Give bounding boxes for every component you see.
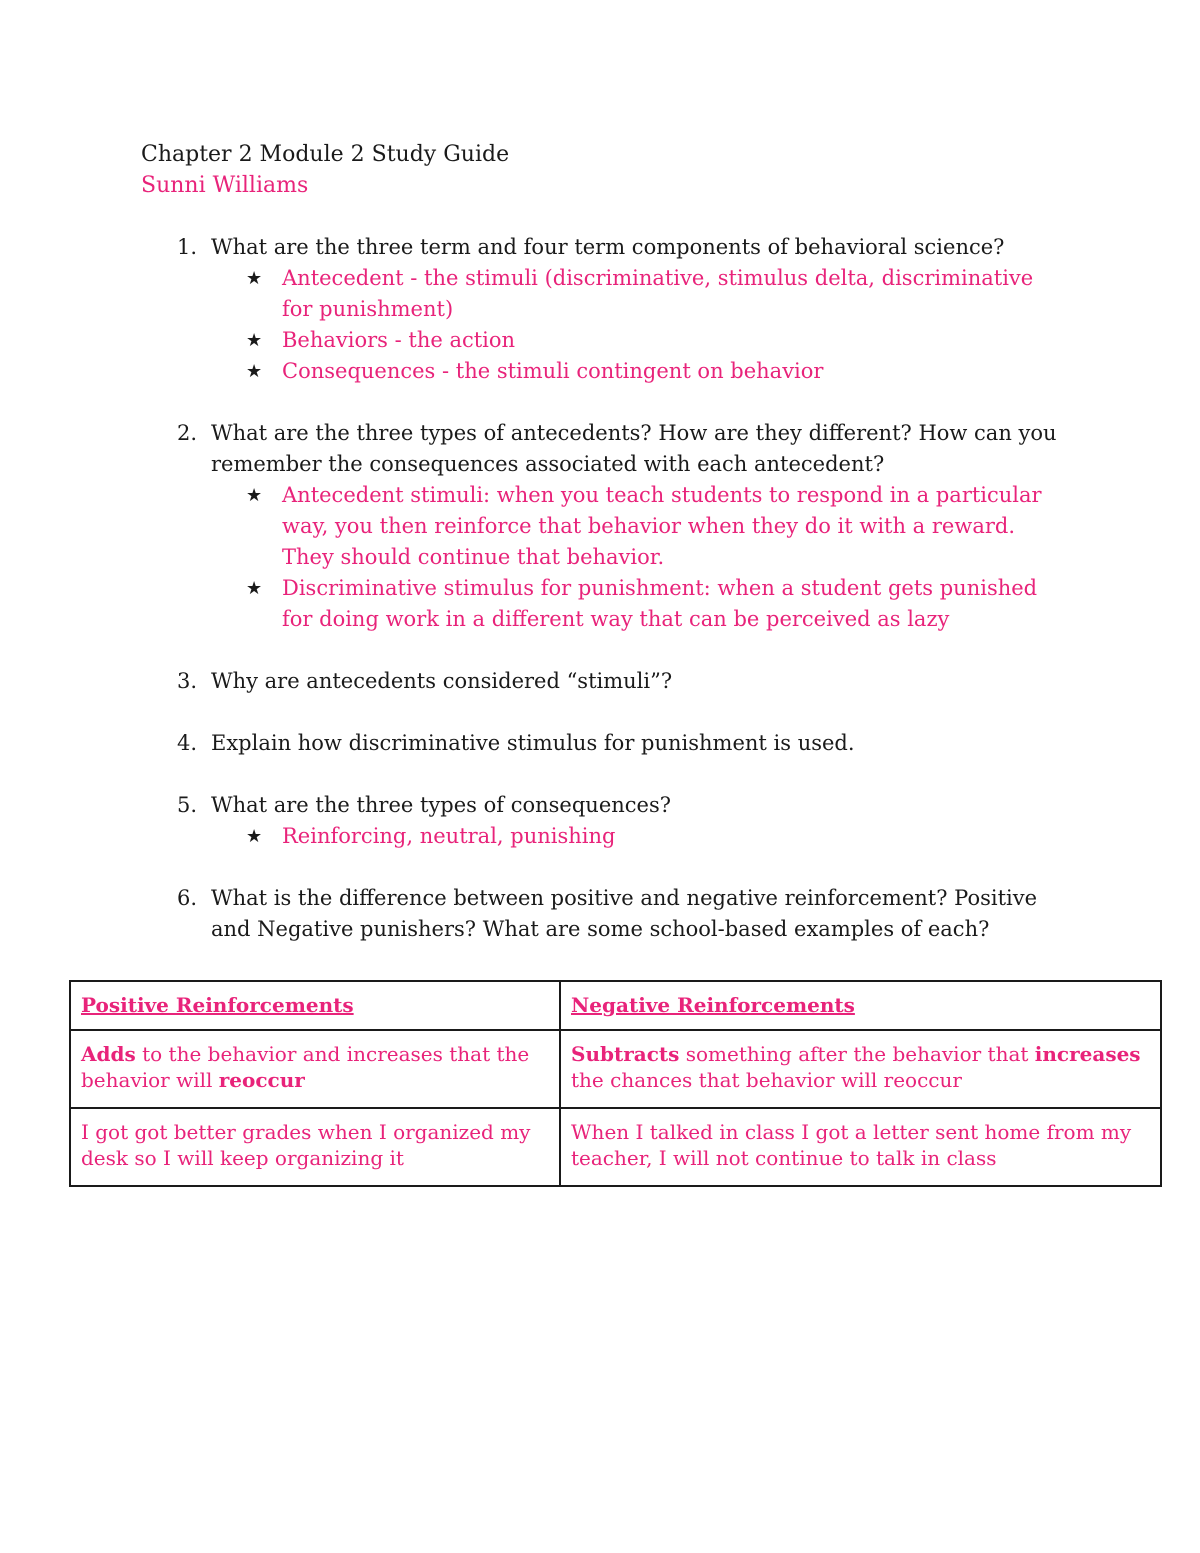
question-text: What are the three term and four term components of behavioral science? [211, 235, 1005, 259]
keyword-adds: Adds [81, 1042, 136, 1066]
question-number: 4. [177, 731, 198, 755]
answer-list [211, 821, 1061, 852]
star-icon: ★ [246, 361, 263, 382]
question-number: 3. [177, 669, 198, 693]
reinforcement-table [69, 980, 1162, 1187]
answer-text: Antecedent stimuli: when you teach students to respond in a particular way, you then reinforce that behavior when they do it with a reward. They should continue that behavior. [282, 483, 1042, 569]
keyword-subtracts: Subtracts [571, 1042, 680, 1066]
cell-negative-example: When I talked in class I got a letter sent home from my teacher, I will not continue to talk in class [560, 1108, 1161, 1186]
question-1 [141, 232, 1061, 387]
question-3 [141, 666, 1061, 697]
answer-list [211, 263, 1061, 387]
definition-text: something after the behavior that [679, 1042, 1035, 1066]
table-header-row [70, 981, 1161, 1030]
question-2 [141, 418, 1061, 635]
question-text: Why are antecedents considered “stimuli”? [211, 669, 673, 693]
question-number: 1. [177, 235, 198, 259]
question-list [141, 232, 1061, 976]
star-icon: ★ [246, 268, 263, 289]
question-text: Explain how discriminative stimulus for punishment is used. [211, 731, 855, 755]
header-positive-reinforcements: Positive Reinforcements [70, 981, 560, 1030]
question-6 [141, 883, 1061, 945]
question-text: What is the difference between positive and negative reinforcement? Positive and Negative punishers? What are some school-based examples of each? [211, 886, 1038, 941]
answer-item [211, 573, 1061, 635]
question-5 [141, 790, 1061, 852]
keyword-increases: increases [1034, 1042, 1141, 1066]
answer-item [211, 263, 1061, 325]
question-4 [141, 728, 1061, 759]
answer-text: Reinforcing, neutral, punishing [282, 824, 616, 848]
star-icon: ★ [246, 330, 263, 351]
question-number: 6. [177, 886, 198, 910]
answer-item [211, 356, 1061, 387]
author-name: Sunni Williams [141, 173, 309, 198]
keyword-reoccur: reoccur [218, 1068, 305, 1092]
document-title: Chapter 2 Module 2 Study Guide [141, 142, 510, 167]
answer-item [211, 325, 1061, 356]
definition-text: to the behavior and increases that the behavior will [81, 1042, 530, 1092]
answer-text: Discriminative stimulus for punishment: when a student gets punished for doing work in a different way that can be perceived as lazy [282, 576, 1038, 631]
question-number: 2. [177, 421, 198, 445]
cell-positive-example: I got got better grades when I organized my desk so I will keep organizing it [70, 1108, 560, 1186]
answer-text: Behaviors - the action [282, 328, 516, 352]
question-text: What are the three types of antecedents? How are they different? How can you remember the consequences associated with each antecedent? [211, 421, 1057, 476]
question-text: What are the three types of consequences? [211, 793, 672, 817]
answer-item [211, 821, 1061, 852]
star-icon: ★ [246, 485, 263, 506]
definition-text: the chances that behavior will reoccur [571, 1068, 962, 1092]
answer-text: Consequences - the stimuli contingent on behavior [282, 359, 824, 383]
table-row-definitions [70, 1030, 1161, 1108]
star-icon: ★ [246, 826, 263, 847]
answer-text: Antecedent - the stimuli (discriminative, stimulus delta, discriminative for punishment) [282, 266, 1034, 321]
header-negative-reinforcements: Negative Reinforcements [560, 981, 1161, 1030]
star-icon: ★ [246, 578, 263, 599]
table-row-examples [70, 1108, 1161, 1186]
answer-item [211, 480, 1061, 573]
cell-negative-definition [560, 1030, 1161, 1108]
cell-positive-definition [70, 1030, 560, 1108]
answer-list [211, 480, 1061, 635]
question-number: 5. [177, 793, 198, 817]
